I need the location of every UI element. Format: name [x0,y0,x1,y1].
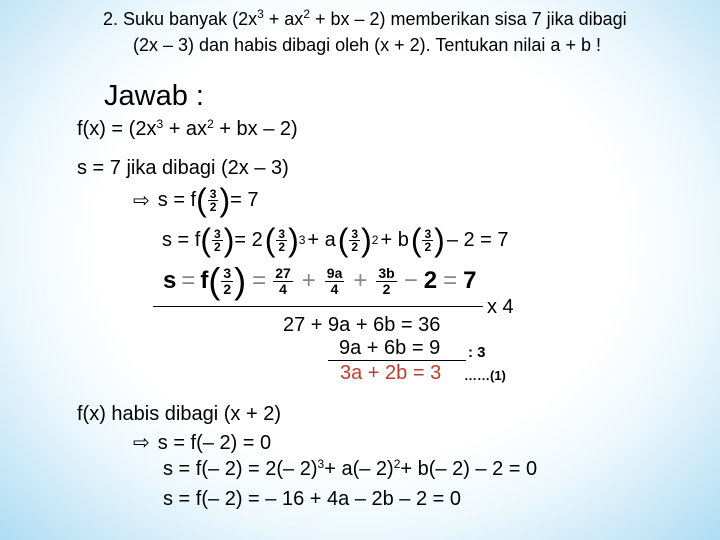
open-paren-icon: ( [196,182,207,218]
step2-tail: – 2 = 7 [446,228,509,251]
frac-num: 9a [326,264,343,281]
divide-rule [328,360,466,361]
h1-line [133,430,271,455]
close-paren-icon: ) [219,182,231,218]
q1-c: + bx – 2) memberikan sisa 7 jika dibagi [310,9,627,29]
fx-sup2: 2 [207,117,214,131]
step3-plus1: + [301,267,316,294]
step2-line: s = f ( $\frac{3}{2}$ ) = 2 ( $\frac{3}{2}$ ) 3 + a ( $\frac{3}{2}$ ) 2 + b ( $\frac{3}{2}$ ) – 2 = 7 [162,222,509,258]
frac-den: 4 [273,281,293,297]
step3-plus2: + [353,267,368,294]
frac-den: 2 [376,281,396,297]
q1-a: 2. Suku banyak (2x [103,9,258,29]
equation-ref-1: ……(1) [464,368,506,383]
step1-frac [208,188,219,213]
step3-eq3: = [443,267,458,294]
arrow-icon: ⇨ [133,189,150,212]
fx-sup1: 3 [156,117,164,131]
close-paren-icon: ) [434,222,445,258]
h2-sup2: 2 [393,457,401,471]
step2-frac-1 [212,228,223,253]
frac-num: 3 [351,226,359,241]
frac-num: 3 [223,264,232,281]
step3-frac-main [221,266,233,297]
arrow-icon: ⇨ [133,432,150,454]
step2-frac-2 [276,228,287,253]
equation-3: 3a + 2b = 3 [340,362,442,384]
close-paren-icon: ) [223,222,235,258]
step1-num: 3 [209,186,217,201]
equation-1: 27 + 9a + 6b = 36 [283,314,441,336]
fx-c: + bx – 2) [213,118,298,140]
q1-b: + ax [263,9,304,29]
close-paren-icon: ) [234,260,247,301]
frac-den: 2 [351,239,359,254]
step2-plus-a: + a [307,228,336,251]
q1-sup2: 2 [303,7,310,21]
equation-2: 9a + 6b = 9 [339,337,441,359]
habis-condition: f(x) habis dibagi (x + 2) [77,403,281,425]
open-paren-icon: ( [410,222,422,258]
frac-num: 27 [275,264,291,281]
divide-three: : 3 [468,344,486,361]
times-four: x 4 [487,296,514,318]
frac-den: 2 [278,239,286,254]
step3-eq2: = [252,267,267,294]
step2-frac-4 [422,228,433,253]
step2-eq: = 2 [234,228,263,251]
close-paren-icon: ) [361,222,372,258]
step3-f: f [200,267,209,294]
h2-line [163,458,537,481]
frac-num: 3 [214,226,221,241]
step3-eq: = [181,267,196,294]
frac-num: 3 [278,226,286,241]
fx-a: f(x) = (2x [77,118,157,140]
step1-rest: = 7 [230,188,259,211]
question-line-2: (2x – 3) dan habis dibagi oleh (x + 2). Tentukan nilai a + b ! [133,35,601,55]
jawab-heading: Jawab : [104,80,204,112]
step3-two: 2 [423,267,438,294]
h1-text: s = f(– 2) = 0 [157,432,272,454]
step1-s: s = f [157,188,197,211]
step3-s: s [163,267,177,294]
step3-line [163,262,476,300]
h3-line: s = f(– 2) = – 16 + 4a – 2b – 2 = 0 [163,488,461,510]
frac-den: 4 [325,281,345,297]
open-paren-icon: ( [200,222,212,258]
h2-sup1: 3 [317,457,325,471]
step2-s: s = f [162,228,201,251]
step3-term1 [273,266,293,297]
q1-sup1: 3 [257,7,264,21]
multiply-rule [153,306,483,307]
step1-den: 2 [209,199,217,214]
open-paren-icon: ( [264,222,276,258]
sisa-condition: s = 7 jika dibagi (2x – 3) [77,157,289,179]
step2-plus-b: + b [380,228,409,251]
step3-term3 [376,266,396,297]
step3-term2 [325,266,345,297]
frac-num: 3 [424,226,432,241]
step2-frac-3 [349,228,360,253]
fx-definition [77,118,298,141]
h2-b: + a(– 2) [324,458,394,480]
fx-b: + ax [163,118,208,140]
frac-den: 2 [424,239,432,254]
frac-den: 2 [223,280,232,297]
step1-line [133,182,258,218]
question-line-1 [103,8,627,30]
open-paren-icon: ( [337,222,349,258]
close-paren-icon: ) [288,222,299,258]
frac-num: 3b [378,264,395,281]
step3-seven: 7 [463,267,477,294]
frac-den: 2 [214,239,221,254]
h2-c: + b(– 2) – 2 = 0 [400,458,538,480]
step3-minus: − [403,267,418,294]
h2-a: s = f(– 2) = 2(– 2) [163,458,318,480]
open-paren-icon: ( [208,260,221,301]
